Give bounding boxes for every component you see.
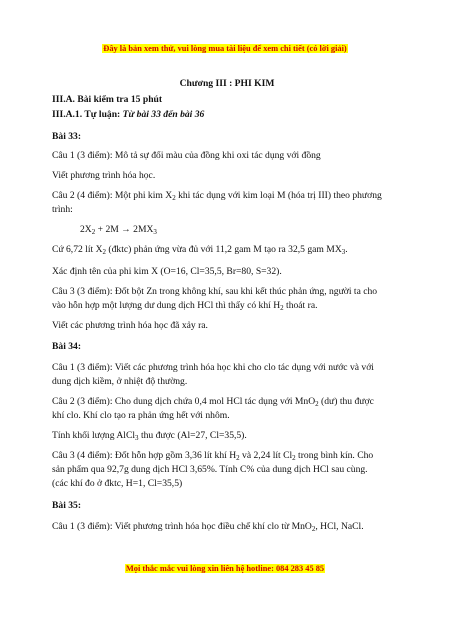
bai34-q1-line2: dung dịch kiềm, ở nhiệt độ thường.: [52, 376, 188, 387]
text-part: Câu 3 (4 điểm): Đốt hỗn hợp gồm 3,36 lít khí H: [52, 450, 237, 461]
text-part: thu được (Al=27, Cl=35,5).: [138, 430, 247, 441]
arrow-icon: →: [121, 224, 131, 235]
section-a1-prefix: III.A.1. Tự luận:: [52, 109, 123, 120]
bai34-q2-line2: khí clo. Khí clo tạo ra phản ứng hết với nhôm.: [52, 410, 230, 421]
subscript: 2: [102, 248, 107, 256]
subscript: 2: [172, 194, 176, 202]
text-part: Cứ 6,72 lít X: [52, 244, 103, 255]
text-part: Câu 1 (3 điểm): Viết phương trình hóa học điều chế khí clo từ MnO: [52, 521, 312, 532]
text-part: (đktc) phản ứng vừa đủ với 11,2 gam M tạo ra 32,5 gam MX: [106, 244, 342, 255]
bai34-q3: [52, 450, 402, 463]
bai33-heading: Bài 33:: [52, 131, 82, 142]
preview-banner: [0, 44, 450, 53]
text-part: vào hỗn hợp một lượng dư dung dịch HCl thì thấy có khí H: [52, 300, 281, 311]
subscript: 3: [135, 434, 139, 442]
bai33-q3: Câu 3 (3 điểm): Đốt bột Zn trong không khí, sau khi kết thúc phản ứng, người ta cho: [52, 286, 378, 297]
bai35-heading: Bài 35:: [52, 500, 82, 511]
subscript: 3: [153, 228, 157, 236]
bai33-q2-text-a: Câu 2 (4 điểm): Một phi kim X: [52, 190, 173, 201]
bai35-q1: [52, 521, 402, 534]
equation-part: + 2M: [95, 224, 122, 235]
subscript: 2: [236, 454, 240, 462]
subscript: 2: [311, 525, 316, 533]
bai33-q2-data: [52, 244, 402, 257]
bai34-q1: Câu 1 (3 điểm): Viết các phương trình hóa học khi cho clo tác dụng với nước và với: [52, 362, 374, 373]
subscript: 3: [341, 248, 346, 256]
bai33-q2-task: Xác định tên của phi kim X (O=16, Cl=35,5, Br=80, S=32).: [52, 266, 282, 277]
hotline-footer-text: Mọi thắc mắc vui lòng xin liên hệ hotline: 084 283 45 85: [125, 564, 325, 573]
subscript: 2: [292, 454, 296, 462]
bai33-q1-line2: Viết phương trình hóa học.: [52, 170, 156, 181]
bai33-q3-task: Viết các phương trình hóa học đã xảy ra.: [52, 320, 208, 331]
chemical-equation: [52, 224, 430, 237]
bai34-q3-line2: sản phẩm qua 92,7g dung dịch HCl 3,65%. Tính C% của dung dịch HCl sau cùng.: [52, 464, 368, 475]
bai33-q2-text-b: khi tác dụng với kim loại M (hóa trị III) theo phương: [175, 190, 382, 201]
chapter-title: Chương III : PHI KIM: [179, 78, 275, 89]
bai34-q3-line3: (các khí đo ở đktc, H=1, Cl=35,5): [52, 478, 183, 489]
text-part: (dư) thu được: [318, 396, 374, 407]
bai33-q2-line2: trình:: [52, 204, 73, 215]
subscript: 2: [280, 304, 284, 312]
text-part: thoát ra.: [283, 300, 318, 311]
section-a1-range: Từ bài 33 đến bài 36: [122, 109, 205, 120]
equation-part: 2X: [80, 224, 92, 235]
hotline-footer: [0, 564, 450, 573]
preview-banner-text: Đây là bản xem thử, vui lòng mua tài liệu để xem chi tiết (có lời giải): [103, 44, 347, 53]
bai34-q2: [52, 396, 402, 409]
subscript: 2: [91, 228, 96, 236]
text-part: và 2,24 lít Cl: [239, 450, 293, 461]
text-part: trong bình kín. Cho: [295, 450, 374, 461]
text-part: Câu 2 (3 điểm): Cho dung dịch chứa 0,4 mol HCl tác dụng với MnO: [52, 396, 316, 407]
equation-part: 2MX: [130, 224, 154, 235]
text-part: , HCl, NaCl.: [315, 521, 364, 532]
bai34-q2-task: [52, 430, 402, 443]
text-part: Tính khối lượng AlCl: [52, 430, 136, 441]
text-part: .: [345, 244, 348, 255]
bai33-q1: Câu 1 (3 điểm): Mô tả sự đổi màu của đồng khi oxi tác dụng với đồng: [52, 150, 321, 161]
bai33-q2: [52, 190, 402, 203]
section-a1-heading: [52, 109, 402, 122]
subscript: 2: [315, 400, 319, 408]
bai33-q3-line2: [52, 300, 402, 313]
section-a-heading: III.A. Bài kiểm tra 15 phút: [52, 94, 163, 105]
bai34-heading: Bài 34:: [52, 341, 82, 352]
